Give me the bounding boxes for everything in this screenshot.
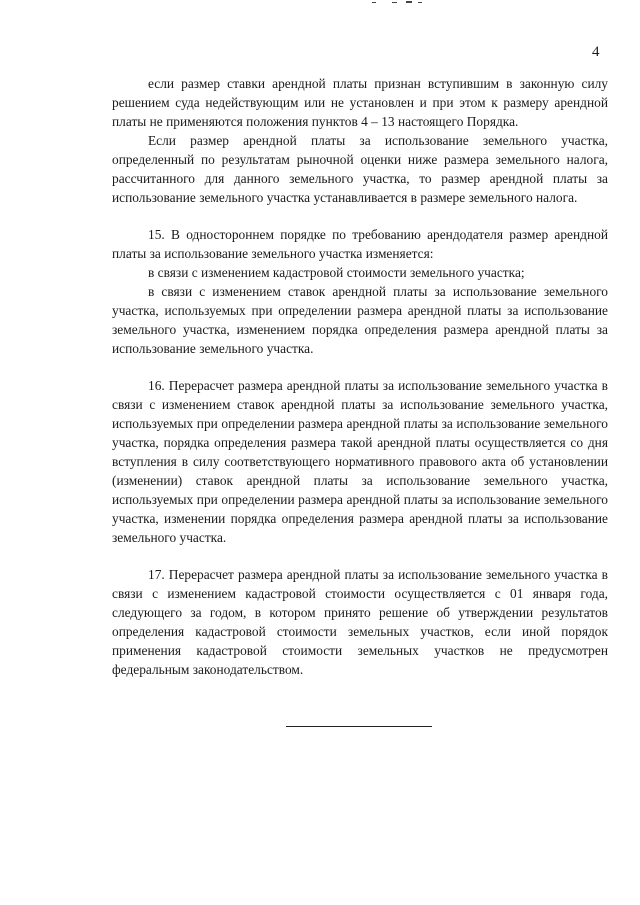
paragraph-16: 16. Перерасчет размера арендной платы за использование земельного участка в связи с изменением ставок арендной платы за использование земельного участка, используемых при определении размера арендной платы за использование земельного участка, порядка определения размера такой арендной платы осуществляется со дня вступления в силу соответствующего нормативного правового акта об установлении (изменении) ставок арендной платы за использование земельного участка, используемых при определении размера арендной платы за использование земельного участка, изменении порядка определения размера арендной платы за использование земельного участка.: [112, 378, 608, 545]
paragraph-market-valuation: Если размер арендной платы за использование земельного участка, определенный по результатам рыночной оценки ниже размера земельного налога, рассчитанного для данного земельного участка, то размер арендной платы за использование земельного участка устанавливается в размере земельного налога.: [112, 133, 608, 205]
paragraph-15-item-rates: в связи с изменением ставок арендной платы за использование земельного участка, используемых при определении размера арендной платы за использование земельного участка, изменением порядка определения размера арендной платы за использование земельного участка.: [112, 284, 608, 356]
end-of-document-line: [286, 726, 432, 727]
paragraph-15: 15. В одностороннем порядке по требованию арендодателя размер арендной платы за использование земельного участка изменяется:: [112, 227, 608, 261]
paragraph-15-item-cadastral: в связи с изменением кадастровой стоимости земельного участка;: [148, 265, 525, 280]
scan-artifact-marks: [370, 0, 430, 6]
document-body: [112, 74, 608, 679]
paragraph-17: 17. Перерасчет размера арендной платы за использование земельного участка в связи с изменением кадастровой стоимости осуществляется с 01 января года, следующего за годом, в котором принято решение об утверждении результатов определения кадастровой стоимости земельных участков, если иной порядок применения кадастровой стоимости земельных участков не предусмотрен федеральным законодательством.: [112, 567, 608, 677]
page-number: 4: [592, 44, 600, 60]
paragraph-14-condition: если размер ставки арендной платы признан вступившим в законную силу решением суда недействующим или не установлен и при этом к размеру арендной платы не применяются положения пунктов 4 – 13 настоящего Порядка.: [112, 76, 608, 129]
